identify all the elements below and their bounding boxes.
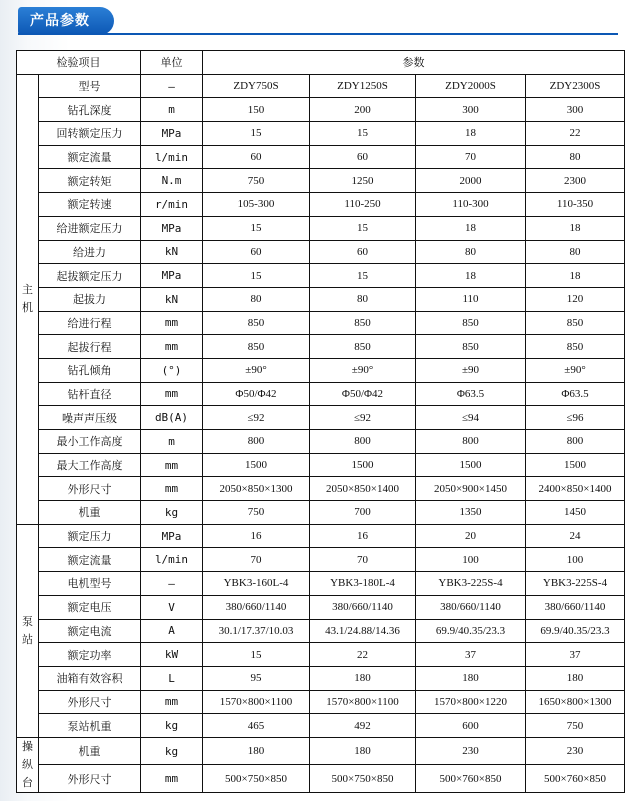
row-item-name: 外形尺寸	[39, 690, 141, 714]
table-row	[17, 453, 625, 477]
row-value: 70	[310, 548, 416, 572]
row-value: 380/660/1140	[310, 595, 416, 619]
row-unit: V	[141, 595, 203, 619]
table-row	[17, 477, 625, 501]
row-value: 18	[416, 216, 526, 240]
row-value: Φ50/Φ42	[310, 382, 416, 406]
row-value: 15	[203, 122, 310, 146]
table-row	[17, 358, 625, 382]
table-row	[17, 406, 625, 430]
row-item-name: 机重	[39, 737, 141, 765]
row-value: YBK3-160L-4	[203, 572, 310, 596]
row-item-name: 起拔力	[39, 287, 141, 311]
table-row	[17, 287, 625, 311]
row-value: 60	[310, 240, 416, 264]
row-value: 180	[310, 737, 416, 765]
row-value: 18	[526, 216, 625, 240]
row-unit: mm	[141, 453, 203, 477]
row-value: 37	[416, 643, 526, 667]
row-value: 110-300	[416, 193, 526, 217]
row-value: Φ63.5	[416, 382, 526, 406]
row-value: 750	[203, 169, 310, 193]
row-value: ZDY750S	[203, 74, 310, 98]
row-unit: MPa	[141, 216, 203, 240]
row-value: 22	[310, 643, 416, 667]
table-row	[17, 145, 625, 169]
row-value: 150	[203, 98, 310, 122]
row-value: 80	[526, 240, 625, 264]
table-row	[17, 169, 625, 193]
row-item-name: 起拔行程	[39, 335, 141, 359]
row-value: 37	[526, 643, 625, 667]
row-item-name: 回转额定压力	[39, 122, 141, 146]
header-divider	[18, 33, 618, 35]
row-value: 15	[203, 216, 310, 240]
row-unit: (°)	[141, 358, 203, 382]
table-row	[17, 524, 625, 548]
row-value: Φ50/Φ42	[203, 382, 310, 406]
row-value: 120	[526, 287, 625, 311]
row-unit: kW	[141, 643, 203, 667]
table-row	[17, 382, 625, 406]
row-value: 380/660/1140	[203, 595, 310, 619]
col-header-item: 检验项目	[17, 51, 141, 75]
row-value: 2300	[526, 169, 625, 193]
row-item-name: 最大工作高度	[39, 453, 141, 477]
group-label	[17, 74, 39, 524]
row-unit: m	[141, 98, 203, 122]
row-value: 110	[416, 287, 526, 311]
row-value: 850	[526, 335, 625, 359]
row-item-name: 给进额定压力	[39, 216, 141, 240]
table-row	[17, 666, 625, 690]
row-unit: kN	[141, 240, 203, 264]
row-item-name: 额定电流	[39, 619, 141, 643]
row-item-name: 机重	[39, 501, 141, 525]
row-value: ±90	[416, 358, 526, 382]
row-value: ≤96	[526, 406, 625, 430]
row-value: 1500	[416, 453, 526, 477]
row-item-name: 额定流量	[39, 548, 141, 572]
row-value: 80	[203, 287, 310, 311]
row-item-name: 外形尺寸	[39, 477, 141, 501]
row-unit: MPa	[141, 524, 203, 548]
row-value: 15	[310, 122, 416, 146]
row-value: 60	[203, 240, 310, 264]
row-value: ZDY2000S	[416, 74, 526, 98]
col-header-unit: 单位	[141, 51, 203, 75]
table-row	[17, 714, 625, 738]
row-value: 300	[526, 98, 625, 122]
row-value: 80	[526, 145, 625, 169]
row-value: 500×760×850	[526, 765, 625, 793]
table-header-row	[17, 51, 625, 75]
section-title: 产品参数	[18, 7, 114, 35]
row-value: 110-350	[526, 193, 625, 217]
row-value: 43.1/24.88/14.36	[310, 619, 416, 643]
row-value: 300	[416, 98, 526, 122]
row-value: 800	[526, 430, 625, 454]
row-value: 70	[203, 548, 310, 572]
row-unit: m	[141, 430, 203, 454]
table-row	[17, 690, 625, 714]
row-value: YBK3-180L-4	[310, 572, 416, 596]
spec-table	[16, 50, 625, 793]
row-unit: MPa	[141, 264, 203, 288]
row-unit: mm	[141, 382, 203, 406]
row-value: 1500	[526, 453, 625, 477]
row-value: 230	[416, 737, 526, 765]
table-row	[17, 335, 625, 359]
row-value: 2050×900×1450	[416, 477, 526, 501]
row-value: 1650×800×1300	[526, 690, 625, 714]
table-row	[17, 74, 625, 98]
row-unit: L	[141, 666, 203, 690]
row-item-name: 给进力	[39, 240, 141, 264]
row-value: ≤92	[310, 406, 416, 430]
row-value: ≤94	[416, 406, 526, 430]
row-value: 850	[416, 311, 526, 335]
row-value: 69.9/40.35/23.3	[416, 619, 526, 643]
table-row	[17, 548, 625, 572]
row-item-name: 额定电压	[39, 595, 141, 619]
table-row	[17, 430, 625, 454]
row-value: 60	[203, 145, 310, 169]
table-row	[17, 595, 625, 619]
row-unit: l/min	[141, 548, 203, 572]
row-unit: r/min	[141, 193, 203, 217]
row-value: 180	[203, 737, 310, 765]
row-item-name: 给进行程	[39, 311, 141, 335]
row-value: 15	[203, 643, 310, 667]
row-value: 105-300	[203, 193, 310, 217]
col-header-params: 参数	[203, 51, 625, 75]
row-value: ±90°	[526, 358, 625, 382]
row-value: ±90°	[310, 358, 416, 382]
row-value: 22	[526, 122, 625, 146]
row-unit: mm	[141, 690, 203, 714]
row-value: 18	[526, 264, 625, 288]
row-value: 800	[310, 430, 416, 454]
row-value: ZDY2300S	[526, 74, 625, 98]
row-value: 1570×800×1100	[310, 690, 416, 714]
row-value: 800	[203, 430, 310, 454]
group-label-text: 操纵台	[22, 739, 33, 789]
row-item-name: 额定转速	[39, 193, 141, 217]
group-label	[17, 737, 39, 792]
row-value: 110-250	[310, 193, 416, 217]
row-value: 18	[416, 264, 526, 288]
row-unit: N.m	[141, 169, 203, 193]
row-unit: A	[141, 619, 203, 643]
row-value: 700	[310, 501, 416, 525]
row-item-name: 钻杆直径	[39, 382, 141, 406]
row-value: 70	[416, 145, 526, 169]
row-item-name: 型号	[39, 74, 141, 98]
row-item-name: 噪声声压级	[39, 406, 141, 430]
row-value: 850	[526, 311, 625, 335]
row-unit: –	[141, 572, 203, 596]
row-unit: MPa	[141, 122, 203, 146]
row-unit: mm	[141, 311, 203, 335]
row-unit: l/min	[141, 145, 203, 169]
row-value: 15	[310, 216, 416, 240]
row-value: 2050×850×1300	[203, 477, 310, 501]
row-unit: dB(A)	[141, 406, 203, 430]
row-value: 80	[310, 287, 416, 311]
row-value: ±90°	[203, 358, 310, 382]
row-value: 1570×800×1100	[203, 690, 310, 714]
row-value: 1450	[526, 501, 625, 525]
row-item-name: 泵站机重	[39, 714, 141, 738]
row-item-name: 油箱有效容积	[39, 666, 141, 690]
row-value: 1350	[416, 501, 526, 525]
row-value: 180	[526, 666, 625, 690]
row-value: 1500	[310, 453, 416, 477]
table-row	[17, 98, 625, 122]
table-row	[17, 737, 625, 765]
row-item-name: 额定流量	[39, 145, 141, 169]
row-value: 380/660/1140	[416, 595, 526, 619]
row-value: 15	[203, 264, 310, 288]
row-item-name: 起拔额定压力	[39, 264, 141, 288]
row-value: 492	[310, 714, 416, 738]
row-value: 600	[416, 714, 526, 738]
table-row	[17, 643, 625, 667]
table-row	[17, 619, 625, 643]
row-value: 24	[526, 524, 625, 548]
row-value: 1500	[203, 453, 310, 477]
row-value: 16	[310, 524, 416, 548]
row-value: 500×750×850	[310, 765, 416, 793]
row-item-name: 电机型号	[39, 572, 141, 596]
row-value: 80	[416, 240, 526, 264]
row-item-name: 额定转矩	[39, 169, 141, 193]
table-row	[17, 311, 625, 335]
table-row	[17, 765, 625, 793]
row-unit: kg	[141, 501, 203, 525]
row-value: ZDY1250S	[310, 74, 416, 98]
row-value: 2000	[416, 169, 526, 193]
group-label-text: 主机	[22, 283, 33, 315]
row-unit: kg	[141, 737, 203, 765]
row-value: 180	[310, 666, 416, 690]
row-value: YBK3-225S-4	[416, 572, 526, 596]
row-item-name: 额定功率	[39, 643, 141, 667]
row-value: 1570×800×1220	[416, 690, 526, 714]
group-label-text: 泵站	[22, 614, 33, 646]
row-value: 230	[526, 737, 625, 765]
row-value: 20	[416, 524, 526, 548]
row-value: 2400×850×1400	[526, 477, 625, 501]
row-value: YBK3-225S-4	[526, 572, 625, 596]
row-value: 60	[310, 145, 416, 169]
group-label	[17, 524, 39, 737]
row-value: 16	[203, 524, 310, 548]
row-value: 850	[310, 335, 416, 359]
row-value: 850	[203, 311, 310, 335]
row-unit: kN	[141, 287, 203, 311]
row-unit: –	[141, 74, 203, 98]
row-value: 95	[203, 666, 310, 690]
row-value: 2050×850×1400	[310, 477, 416, 501]
row-value: 750	[203, 501, 310, 525]
row-value: 465	[203, 714, 310, 738]
row-value: 850	[203, 335, 310, 359]
row-value: 18	[416, 122, 526, 146]
row-unit: mm	[141, 335, 203, 359]
row-item-name: 外形尺寸	[39, 765, 141, 793]
row-value: 100	[526, 548, 625, 572]
table-row	[17, 193, 625, 217]
row-value: 1250	[310, 169, 416, 193]
row-value: 380/660/1140	[526, 595, 625, 619]
row-item-name: 钻孔深度	[39, 98, 141, 122]
row-value: 100	[416, 548, 526, 572]
row-item-name: 最小工作高度	[39, 430, 141, 454]
row-value: 750	[526, 714, 625, 738]
row-value: 30.1/17.37/10.03	[203, 619, 310, 643]
table-row	[17, 264, 625, 288]
row-item-name: 额定压力	[39, 524, 141, 548]
row-unit: mm	[141, 477, 203, 501]
table-row	[17, 122, 625, 146]
row-value: Φ63.5	[526, 382, 625, 406]
row-value: 180	[416, 666, 526, 690]
row-unit: kg	[141, 714, 203, 738]
row-value: 69.9/40.35/23.3	[526, 619, 625, 643]
table-row	[17, 216, 625, 240]
row-value: 850	[416, 335, 526, 359]
row-unit: mm	[141, 765, 203, 793]
row-value: 200	[310, 98, 416, 122]
row-value: 850	[310, 311, 416, 335]
row-value: 500×750×850	[203, 765, 310, 793]
row-value: 500×760×850	[416, 765, 526, 793]
row-value: 15	[310, 264, 416, 288]
row-value: 800	[416, 430, 526, 454]
row-item-name: 钻孔倾角	[39, 358, 141, 382]
table-row	[17, 501, 625, 525]
table-row	[17, 240, 625, 264]
table-row	[17, 572, 625, 596]
row-value: ≤92	[203, 406, 310, 430]
